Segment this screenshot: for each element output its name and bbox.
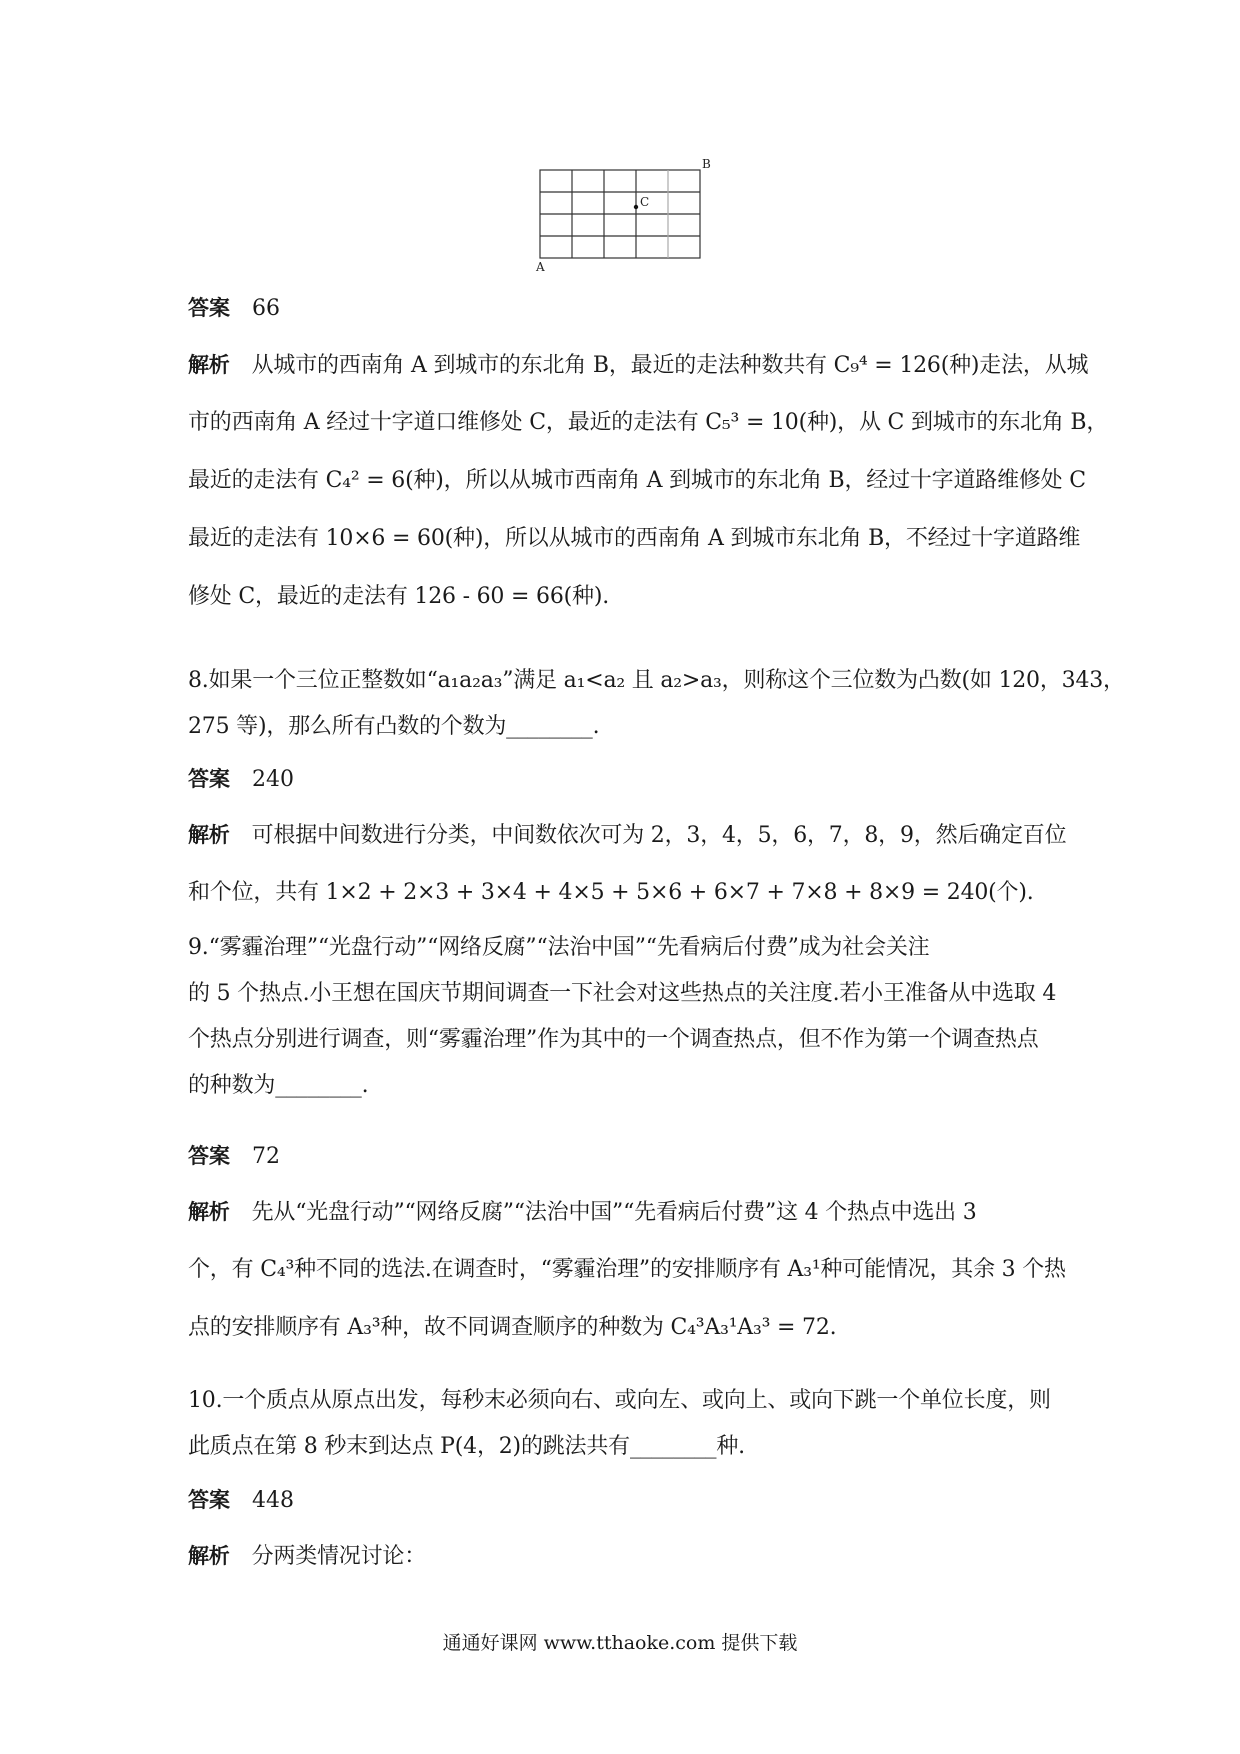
q8-answer [188, 763, 294, 793]
page-footer: 通通好课网 www.tthaoke.com 提供下载 [442, 1632, 798, 1654]
label-a: A [536, 260, 545, 274]
solution-label: 解析 [188, 1544, 230, 1568]
q8-question [188, 658, 1125, 750]
q10-answer [188, 1484, 294, 1514]
city-grid-diagram [530, 155, 730, 275]
q7-answer [188, 292, 280, 322]
q8-solution [188, 806, 1067, 922]
solution-label: 解析 [188, 1200, 230, 1224]
question-line: 此质点在第 8 秒末到达点 P(4，2)的跳法共有________种. [188, 1434, 745, 1459]
q10-solution [188, 1527, 1058, 1585]
solution-line: 修处 C，最近的走法有 126 - 60 = 66(种). [188, 584, 609, 609]
solution-line: 解析 从城市的西南角 A 到城市的东北角 B，最近的走法种数共有 C₉⁴ = 126(种)走法，从城 [188, 353, 1089, 378]
answer-value: 72 [252, 1144, 280, 1169]
point-c-marker [634, 205, 638, 209]
answer-label: 答案 [188, 296, 230, 320]
question-line: 8.如果一个三位正整数如“a₁a₂a₃”满足 a₁<a₂ 且 a₂>a₃，则称这个三位数为凸数(如 120，343， [188, 668, 1125, 693]
solution-label: 解析 [188, 353, 230, 377]
solution-line: 个，有 C₄³种不同的选法.在调查时，“雾霾治理”的安排顺序有 A₃¹种可能情况，其余 3 个热 [188, 1257, 1066, 1282]
question-line: 10.一个质点从原点出发，每秒末必须向右、或向左、或向上、或向下跳一个单位长度，则 [188, 1388, 1051, 1413]
q10-question [188, 1378, 1058, 1470]
solution-line: 最近的走法有 C₄² = 6(种)，所以从城市西南角 A 到城市的东北角 B，经过十字道路维修处 C [188, 468, 1086, 493]
solution-line: 解析 先从“光盘行动”“网络反腐”“法治中国”“先看病后付费”这 4 个热点中选出 3 [188, 1200, 977, 1225]
q7-solution [188, 336, 1109, 626]
answer-value: 448 [252, 1488, 294, 1513]
answer-label: 答案 [188, 767, 230, 791]
answer-value: 66 [252, 296, 280, 321]
solution-line: 解析 可根据中间数进行分类，中间数依次可为 2，3，4，5，6，7，8，9，然后确定百位 [188, 823, 1067, 848]
question-line: 个热点分别进行调查，则“雾霾治理”作为其中的一个调查热点，但不作为第一个调查热点 [188, 1027, 1039, 1052]
grid-figure [530, 155, 730, 275]
label-b: B [702, 157, 711, 171]
solution-line: 点的安排顺序有 A₃³种，故不同调查顺序的种数为 C₄³A₃¹A₃³ = 72. [188, 1315, 837, 1340]
solution-line: 市的西南角 A 经过十字道口维修处 C，最近的走法有 C₅³ = 10(种)，从 C 到城市的东北角 B， [188, 410, 1109, 435]
question-line: 275 等)，那么所有凸数的个数为________. [188, 714, 600, 739]
answer-label: 答案 [188, 1488, 230, 1512]
solution-line: 最近的走法有 10×6 = 60(种)，所以从城市的西南角 A 到城市东北角 B，不经过十字道路维 [188, 526, 1081, 551]
question-line: 的种数为________. [188, 1073, 369, 1098]
solution-label: 解析 [188, 823, 230, 847]
solution-line: 和个位，共有 1×2 + 2×3 + 3×4 + 4×5 + 5×6 + 6×7 + 7×8 + 8×9 = 240(个). [188, 880, 1034, 905]
answer-label: 答案 [188, 1144, 230, 1168]
question-line: 9.“雾霾治理”“光盘行动”“网络反腐”“法治中国”“先看病后付费”成为社会关注 [188, 935, 930, 960]
q9-answer [188, 1140, 280, 1170]
answer-value: 240 [252, 767, 294, 792]
q9-solution [188, 1183, 1066, 1357]
q9-question [188, 925, 1058, 1109]
solution-line: 解析 分两类情况讨论： [188, 1544, 427, 1569]
label-c: C [640, 195, 650, 209]
question-line: 的 5 个热点.小王想在国庆节期间调查一下社会对这些热点的关注度.若小王准备从中选取 4 [188, 981, 1057, 1006]
